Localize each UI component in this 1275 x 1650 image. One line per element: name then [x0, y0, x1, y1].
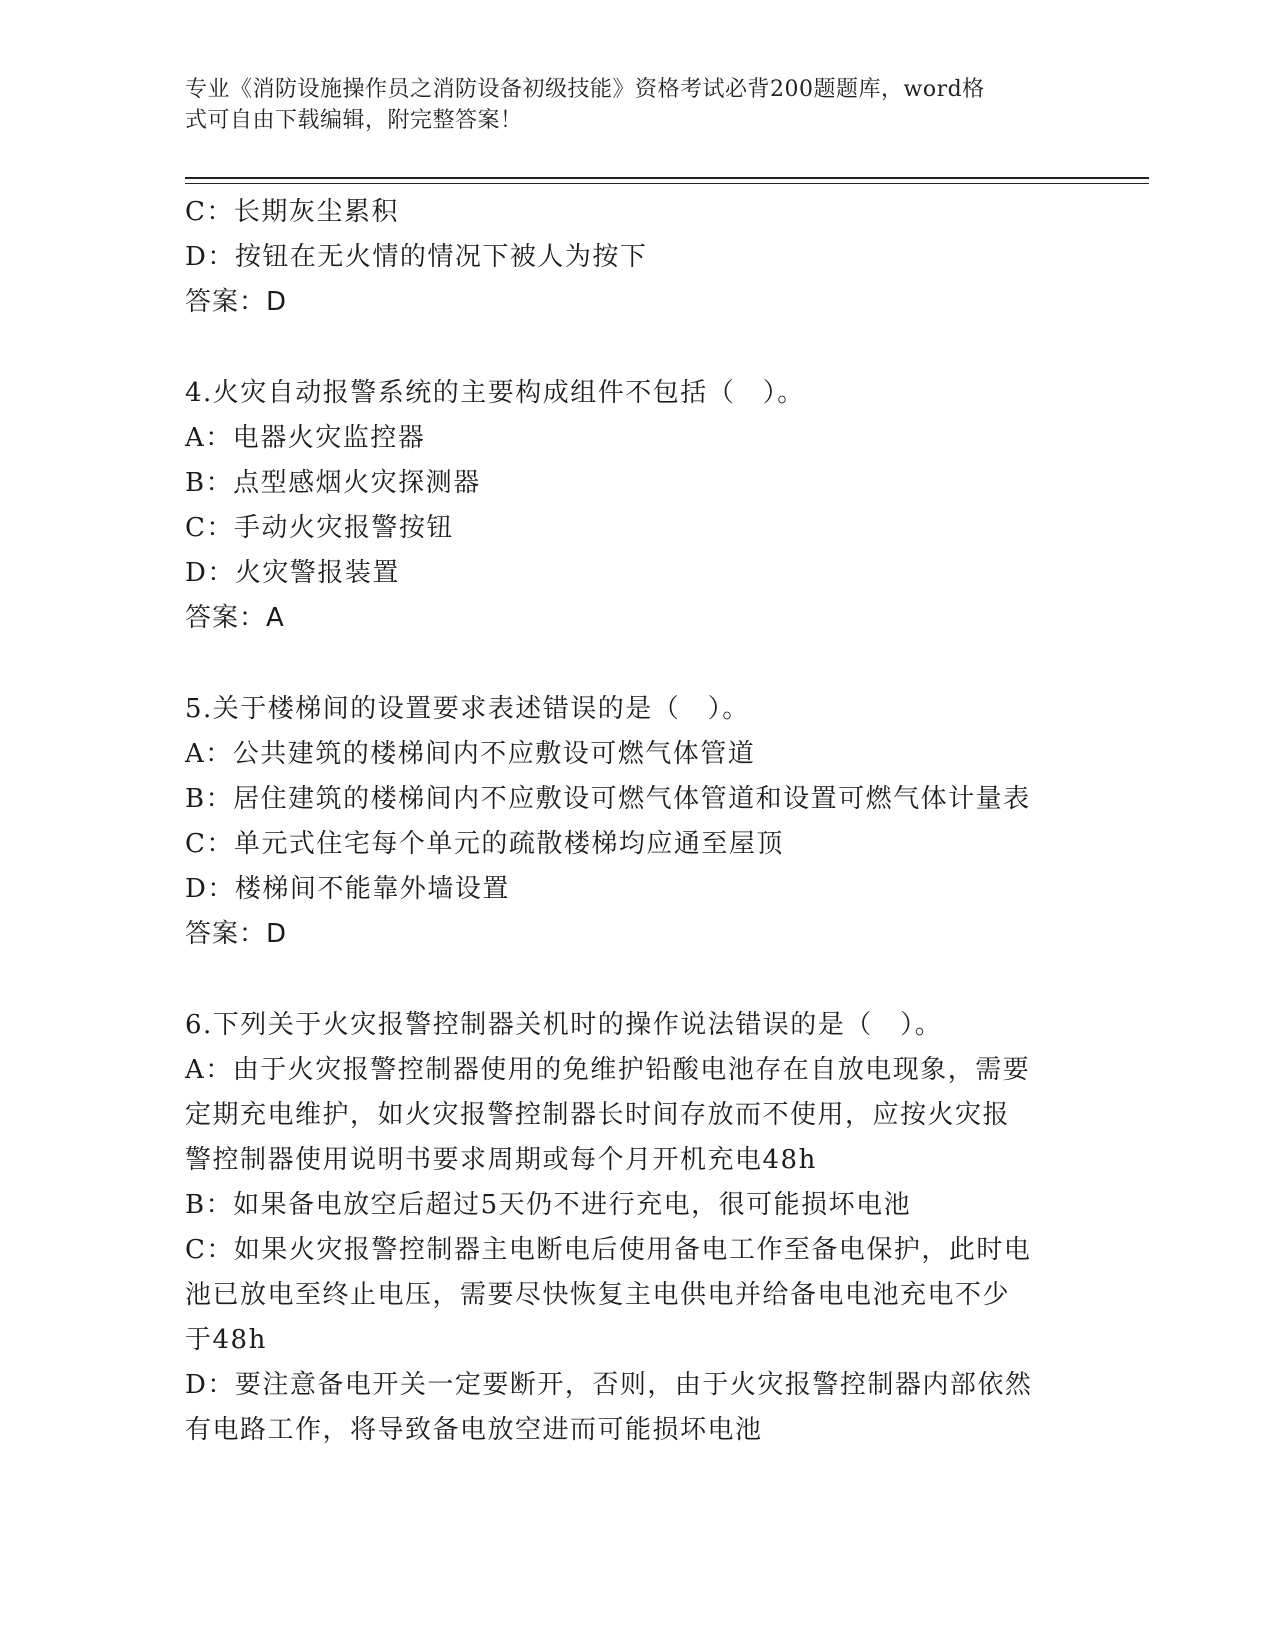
option-c-line-3: 于48h [185, 1325, 267, 1355]
option-b: B：如果备电放空后超过5天仍不进行充电，很可能损坏电池 [185, 1190, 912, 1220]
option-c: C：单元式住宅每个单元的疏散楼梯均应通至屋顶 [185, 829, 784, 859]
question-6 [185, 1003, 1080, 1453]
spacer [185, 325, 1080, 371]
header-divider-thin [185, 183, 1149, 184]
answer: 答案：A [185, 603, 285, 633]
answer: 答案：D [185, 287, 288, 317]
question-3-continued [185, 190, 1080, 325]
answer: 答案：D [185, 919, 288, 949]
spacer [185, 641, 1080, 687]
option-d-line-1: D：要注意备电开关一定要断开，否则，由于火灾报警控制器内部依然 [185, 1370, 1033, 1400]
option-c: C：长期灰尘累积 [185, 197, 399, 227]
option-b: B：居住建筑的楼梯间内不应敷设可燃气体管道和设置可燃气体计量表 [185, 784, 1031, 814]
document-body [185, 190, 1080, 1453]
option-c: C：手动火灾报警按钮 [185, 513, 454, 543]
question-stem: 6.下列关于火灾报警控制器关机时的操作说法错误的是（ ）。 [185, 1010, 943, 1040]
option-a: A：电器火灾监控器 [185, 423, 426, 453]
header-title-line-2: 式可自由下载编辑，附完整答案！ [185, 108, 523, 133]
option-a: A：公共建筑的楼梯间内不应敷设可燃气体管道 [185, 739, 756, 769]
option-d: D：火灾警报装置 [185, 558, 400, 588]
option-a-line-3: 警控制器使用说明书要求周期或每个月开机充电48h [185, 1145, 817, 1175]
question-stem: 4.火灾自动报警系统的主要构成组件不包括（ ）。 [185, 378, 805, 408]
question-5 [185, 687, 1080, 957]
page-header [185, 74, 1065, 136]
option-d: D：楼梯间不能靠外墙设置 [185, 874, 510, 904]
question-stem: 5.关于楼梯间的设置要求表述错误的是（ ）。 [185, 694, 750, 724]
option-c-line-1: C：如果火灾报警控制器主电断电后使用备电工作至备电保护，此时电 [185, 1235, 1032, 1265]
option-c-line-2: 池已放电至终止电压，需要尽快恢复主电供电并给备电电池充电不少 [185, 1280, 1011, 1310]
header-divider [185, 177, 1149, 179]
option-a-line-2: 定期充电维护，如火灾报警控制器长时间存放而不使用，应按火灾报 [185, 1100, 1011, 1130]
option-a-line-1: A：由于火灾报警控制器使用的免维护铅酸电池存在自放电现象，需要 [185, 1055, 1031, 1085]
question-4 [185, 371, 1080, 641]
option-b: B：点型感烟火灾探测器 [185, 468, 481, 498]
header-title-line-1: 专业《消防设施操作员之消防设备初级技能》资格考试必背200题题库，word格 [185, 77, 985, 102]
option-d: D：按钮在无火情的情况下被人为按下 [185, 242, 648, 272]
spacer [185, 957, 1080, 1003]
option-d-line-2: 有电路工作，将导致备电放空进而可能损坏电池 [185, 1415, 763, 1445]
